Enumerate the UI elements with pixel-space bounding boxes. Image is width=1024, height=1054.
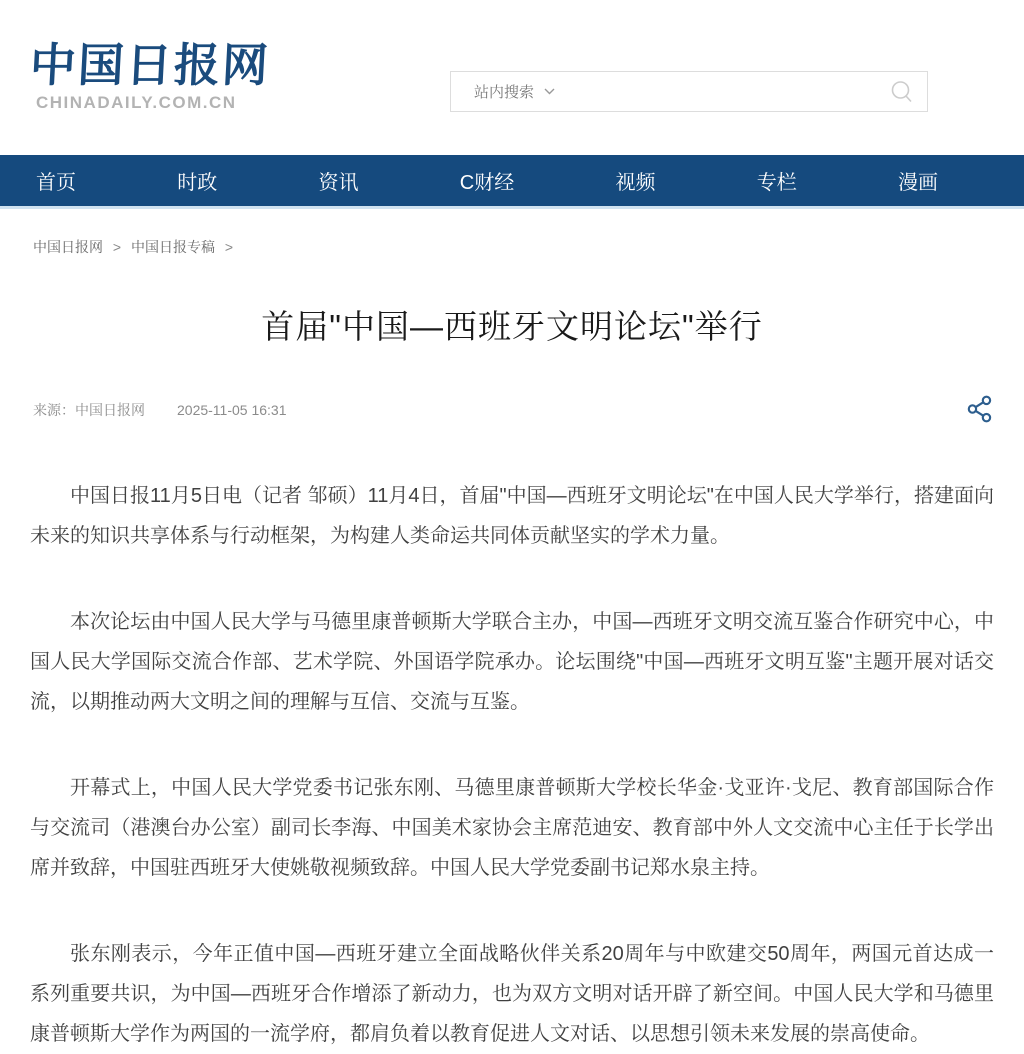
nav-item-comics[interactable]: 漫画 [897, 172, 938, 194]
article-paragraph: 中国日报11月5日电（记者 邹硕）11月4日，首届"中国—西班牙文明论坛"在中国人民大学举行，搭建面向未来的知识共享体系与行动框架，为构建人类命运共同体贡献坚实的学术力量。 [30, 485, 994, 547]
search-icon [889, 79, 915, 105]
nav-item-finance[interactable]: C财经 [459, 172, 515, 194]
nav-item-politics[interactable]: 时政 [177, 172, 218, 194]
share-icon [967, 395, 993, 423]
nav-item-columns[interactable]: 专栏 [756, 172, 797, 194]
nav-item-news[interactable]: 资讯 [318, 172, 359, 194]
chevron-down-icon [544, 88, 555, 95]
breadcrumb-link-section[interactable]: 中国日报专稿 [130, 239, 215, 255]
article-meta [33, 400, 991, 420]
search-input[interactable] [555, 72, 877, 111]
article-paragraph: 本次论坛由中国人民大学与马德里康普顿斯大学联合主办，中国—西班牙文明交流互鉴合作研究中心，中国人民大学国际交流合作部、艺术学院、外国语学院承办。论坛围绕"中国—西班牙文明互鉴"主题开展对话交流，以期推动两大文明之间的理解与互信、交流与互鉴。 [30, 611, 994, 713]
site-logo-chinese: 中国日报网 [28, 39, 272, 91]
breadcrumb-separator: > [112, 239, 122, 255]
nav-item-video[interactable]: 视频 [615, 172, 656, 194]
article-paragraph: 张东刚表示，今年正值中国—西班牙建立全面战略伙伴关系20周年与中欧建交50周年，两国元首达成一系列重要共识，为中国—西班牙合作增添了新动力，也为双方文明对话开辟了新空间。中国人民大学和马德里康普顿斯大学作为两国的一流学府，都肩负着以教育促进人文对话、以思想引领未来发展的崇高使命。 [30, 943, 994, 1045]
publish-datetime: 2025-11-05 16:31 [177, 402, 287, 418]
article-title: 首届"中国—西班牙文明论坛"举行 [261, 308, 763, 345]
site-logo-domain: CHINADAILY.COM.CN [36, 92, 237, 112]
main-navigation [0, 155, 1024, 209]
site-header [0, 0, 1024, 155]
share-button[interactable] [963, 392, 997, 426]
source-label: 来源： [33, 402, 75, 418]
nav-item-home[interactable]: 首页 [36, 172, 76, 194]
search-box [450, 71, 928, 112]
article-body [30, 476, 994, 1054]
source-value: 中国日报网 [75, 402, 145, 418]
search-category-dropdown[interactable] [451, 81, 555, 102]
search-button[interactable] [877, 72, 927, 111]
breadcrumb [33, 237, 1024, 257]
site-logo[interactable] [30, 40, 270, 113]
breadcrumb-separator: > [224, 239, 234, 255]
article-paragraph: 开幕式上，中国人民大学党委书记张东刚、马德里康普顿斯大学校长华金·戈亚许·戈尼、教育部国际合作与交流司（港澳台办公室）副司长李海、中国美术家协会主席范迪安、教育部中外人文交流中心主任于长学出席并致辞，中国驻西班牙大使姚敬视频致辞。中国人民大学党委副书记郑水泉主持。 [30, 777, 994, 879]
breadcrumb-link-home[interactable]: 中国日报网 [33, 239, 103, 255]
search-category-label: 站内搜索 [474, 84, 535, 101]
